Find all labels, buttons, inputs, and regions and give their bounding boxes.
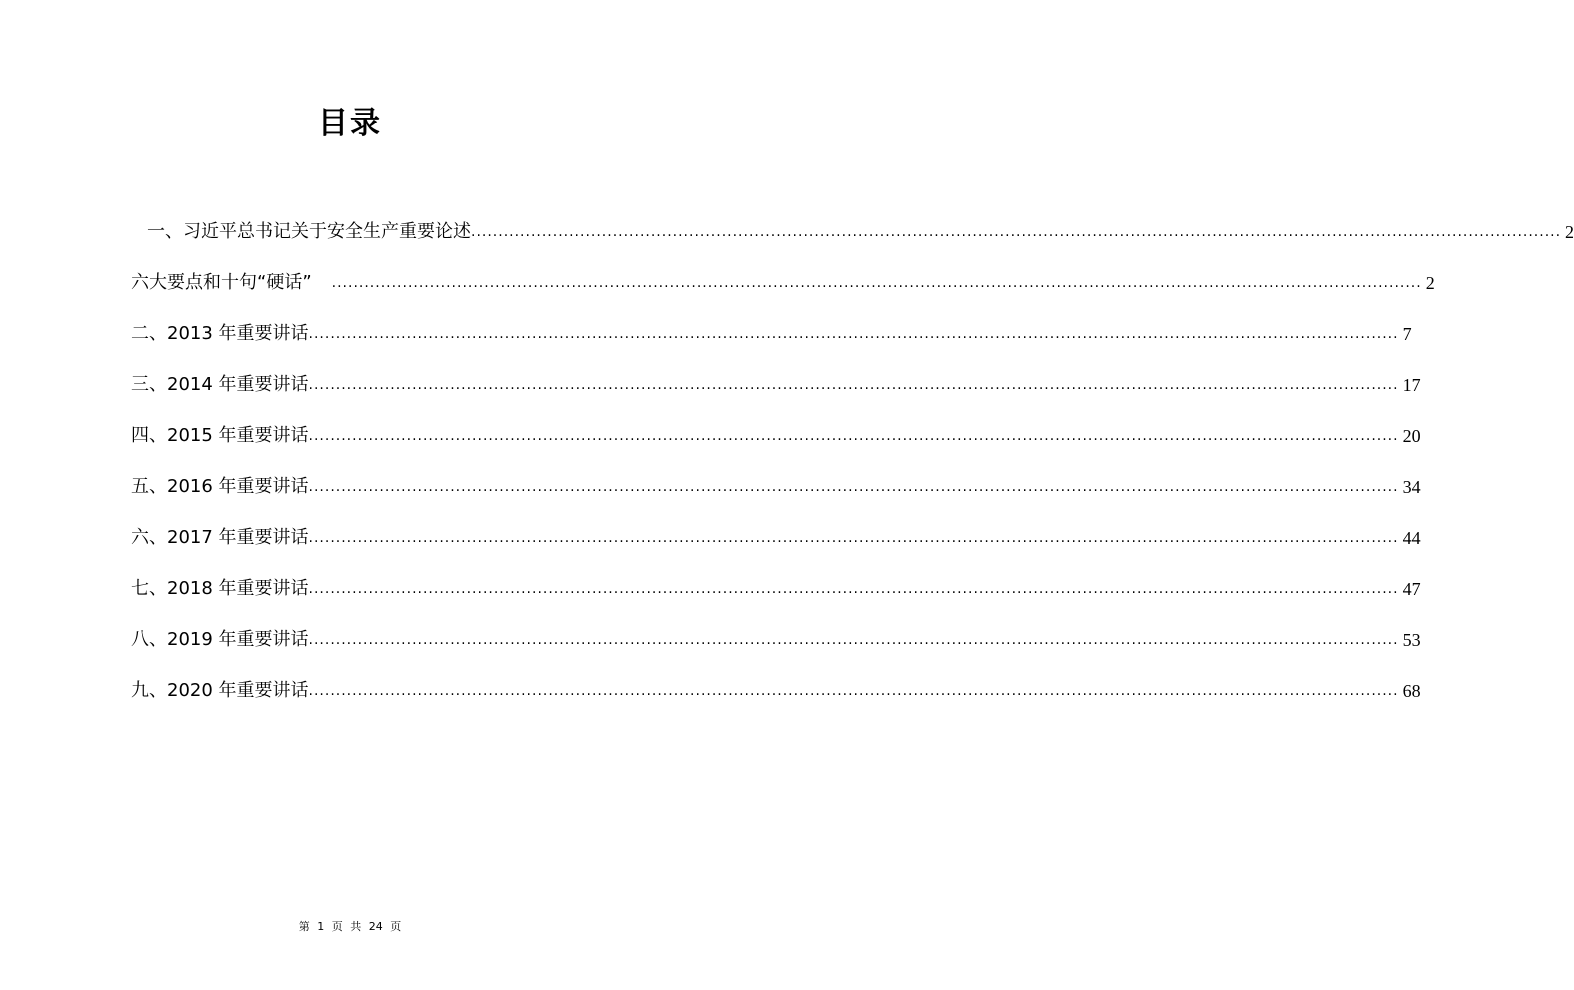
toc-entry-9[interactable]	[131, 618, 1421, 652]
toc-entry-label: 六、2017 年重要讲话	[131, 527, 309, 548]
toc-leader-dots: ........................................................................................................................................................................................................	[308, 530, 1399, 546]
toc-leader-dots: ........................................................................................................................................................................................................	[331, 275, 1422, 291]
toc-entry-2[interactable]	[131, 261, 1435, 295]
toc-entry-label: 六大要点和十句“硬话”	[131, 272, 312, 293]
toc-leader-dots: ........................................................................................................................................................................................................	[308, 581, 1399, 597]
toc-entry-label: 四、2015 年重要讲话	[131, 425, 309, 446]
toc-entry-4[interactable]	[131, 363, 1421, 397]
toc-leader-dots: ........................................................................................................................................................................................................	[308, 479, 1399, 495]
toc-entry-label: 一、习近平总书记关于安全生产重要论述	[147, 221, 471, 242]
toc-entry-label: 八、2019 年重要讲话	[131, 629, 309, 650]
toc-leader-dots: ........................................................................................................................................................................................................	[308, 428, 1399, 444]
toc-leader-dots: ........................................................................................................................................................................................................	[471, 224, 1562, 240]
toc-leader-dots: ........................................................................................................................................................................................................	[308, 683, 1399, 699]
toc-entry-page: 44	[1402, 528, 1421, 548]
toc-leader-dots: ........................................................................................................................................................................................................	[308, 632, 1399, 648]
toc-entry-page: 53	[1402, 630, 1421, 650]
toc-entry-page: 17	[1402, 375, 1421, 395]
toc-entry-1[interactable]	[131, 210, 1574, 244]
toc-entry-page: 47	[1402, 579, 1421, 599]
toc-entry-label: 二、2013 年重要讲话	[131, 323, 309, 344]
toc-entry-page: 34	[1402, 477, 1421, 497]
toc-entry-page: 2	[1565, 222, 1574, 242]
toc-entry-6[interactable]	[131, 465, 1421, 499]
page-title: 目录	[318, 106, 382, 141]
toc-entry-page: 20	[1402, 426, 1421, 446]
toc-entry-8[interactable]	[131, 567, 1421, 601]
toc-leader-dots: ........................................................................................................................................................................................................	[308, 377, 1399, 393]
toc-entry-page: 68	[1402, 681, 1421, 701]
toc-entry-5[interactable]	[131, 414, 1421, 448]
toc-entry-label: 七、2018 年重要讲话	[131, 578, 309, 599]
toc-entry-label: 五、2016 年重要讲话	[131, 476, 309, 497]
toc-entry-label: 三、2014 年重要讲话	[131, 374, 309, 395]
toc-entry-label: 九、2020 年重要讲话	[131, 680, 309, 701]
toc-entry-page: 2	[1425, 273, 1435, 293]
toc-entry-3[interactable]	[131, 312, 1412, 346]
page-footer: 第 1 页 共 24 页	[298, 920, 402, 933]
toc-leader-dots: ........................................................................................................................................................................................................	[308, 326, 1399, 342]
toc-entry-7[interactable]	[131, 516, 1421, 550]
toc-entry-10[interactable]	[131, 669, 1421, 703]
toc-entry-page: 7	[1402, 324, 1412, 344]
